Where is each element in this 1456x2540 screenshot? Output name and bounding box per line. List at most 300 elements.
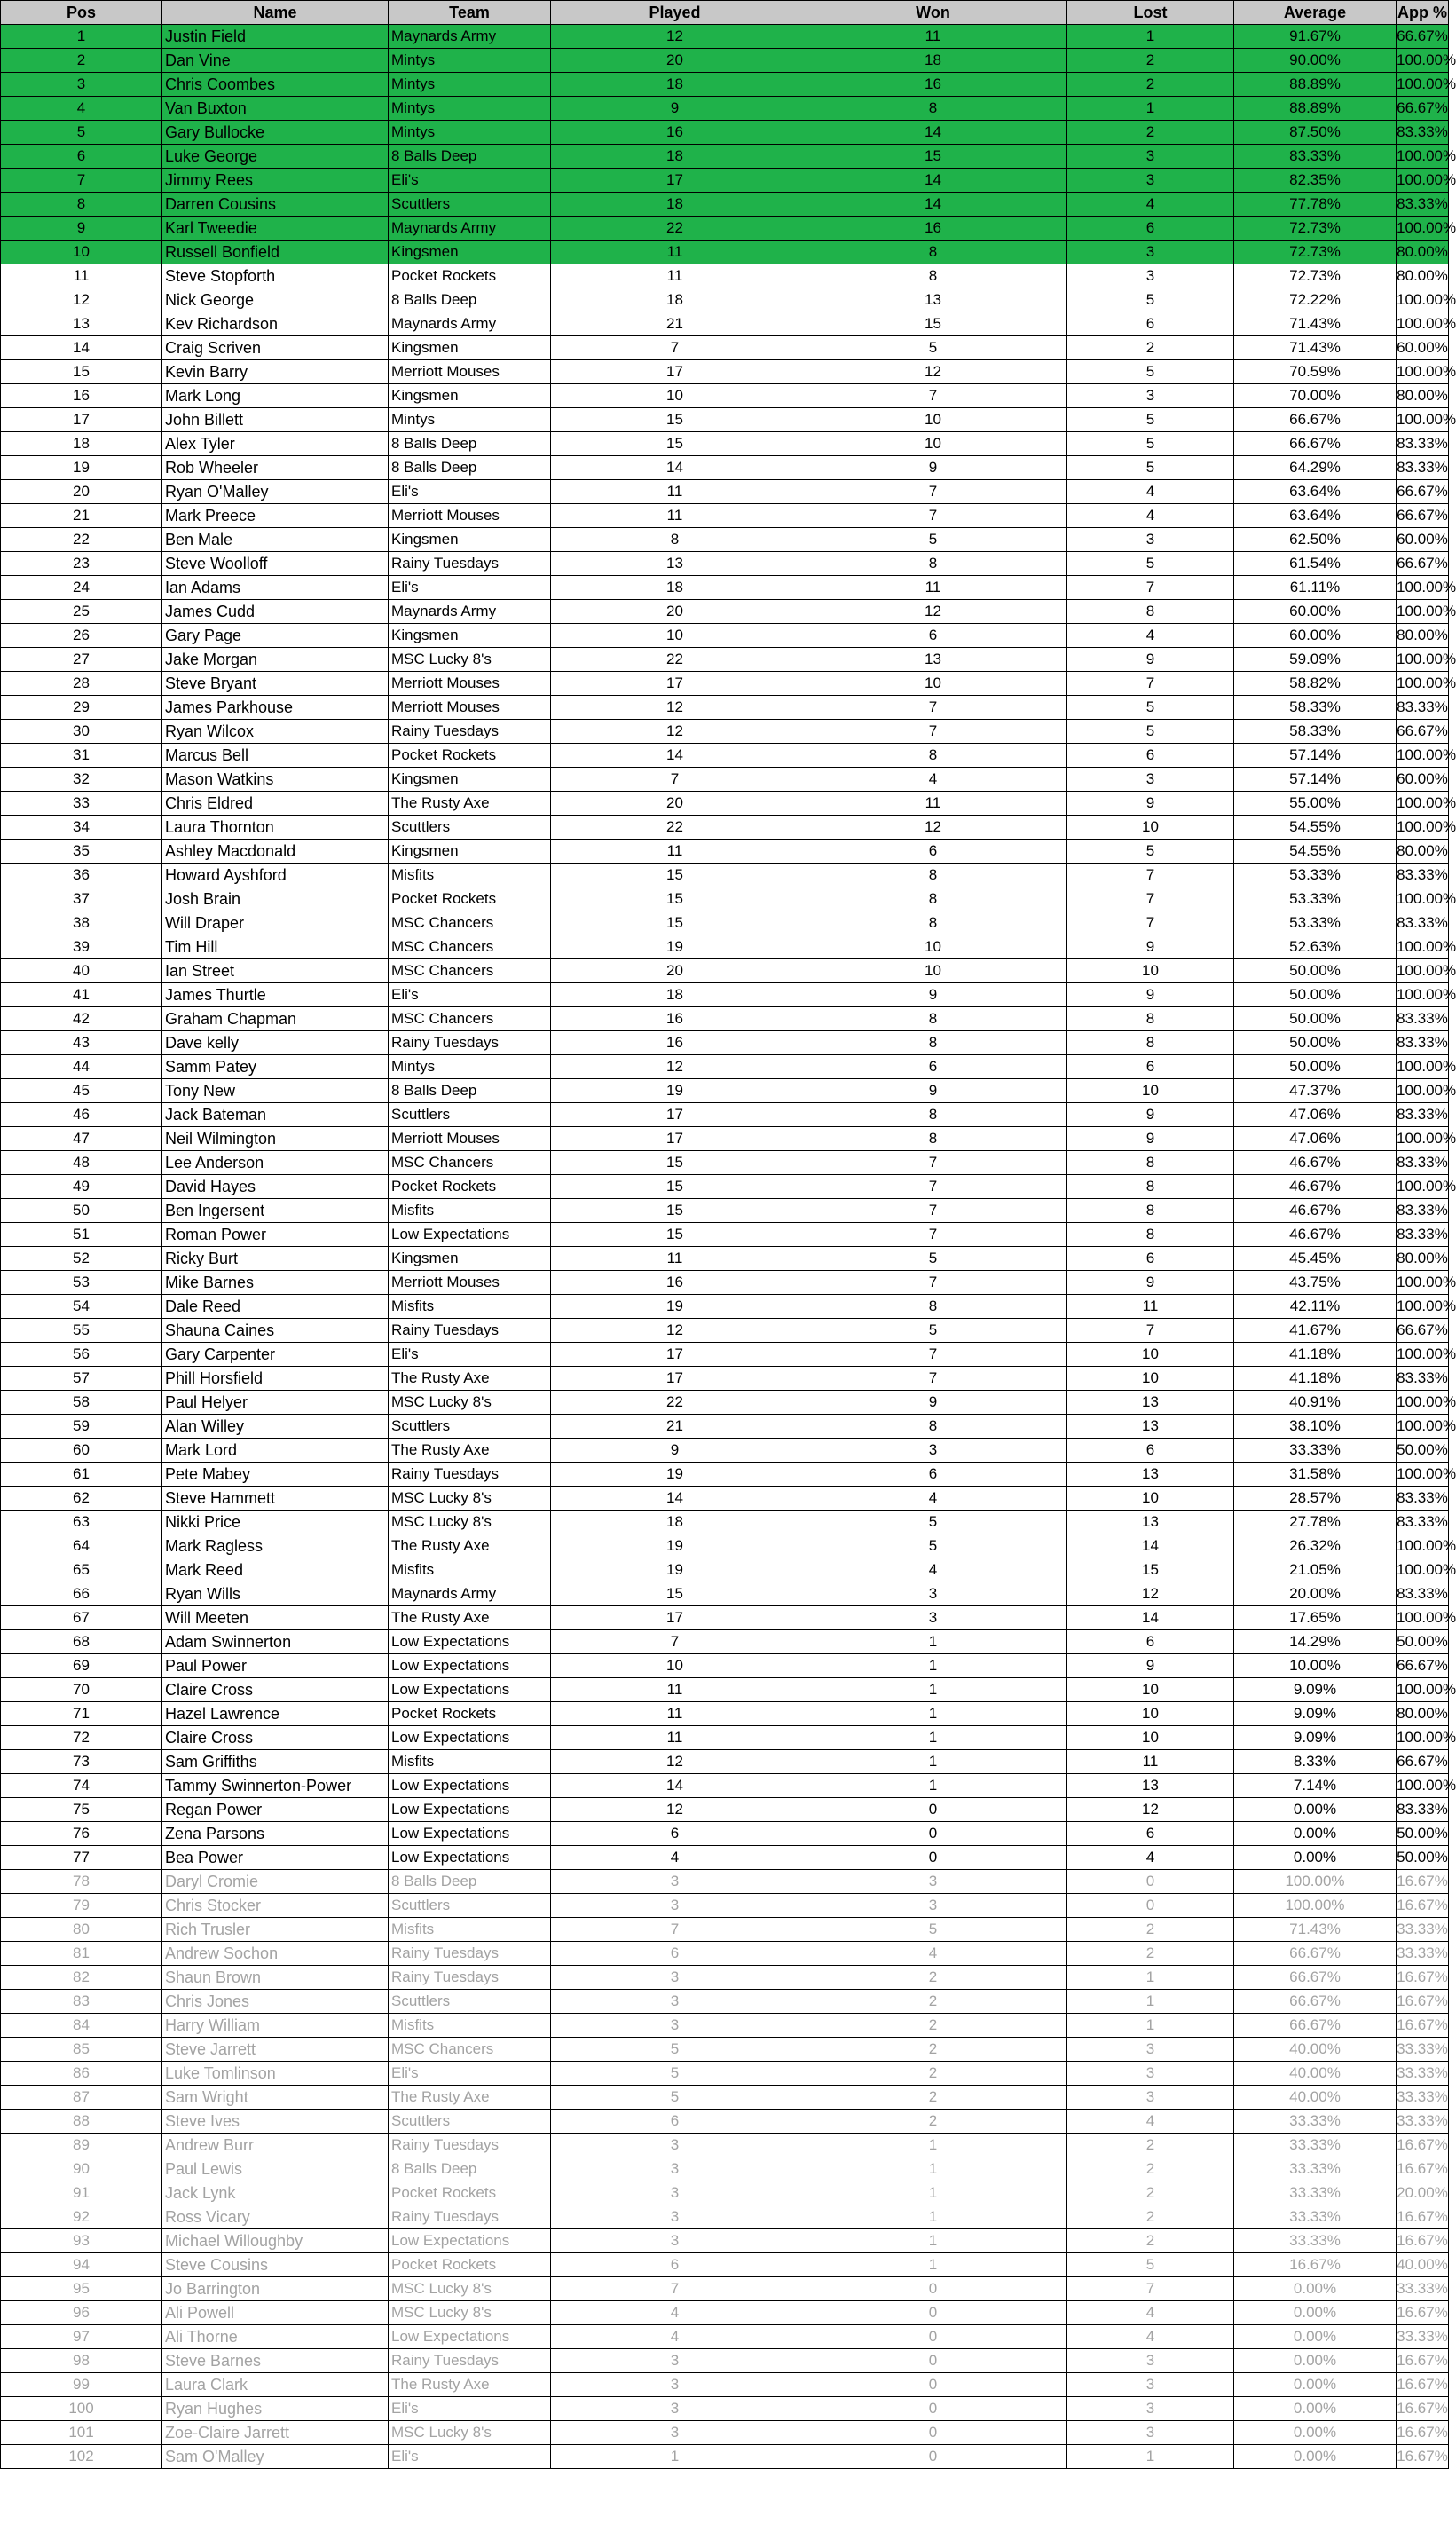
cell-won: 5 (799, 1247, 1067, 1271)
cell-played: 17 (551, 1127, 799, 1151)
cell-name: Ryan Wilcox (162, 720, 389, 744)
cell-app: 100.00% (1397, 288, 1449, 312)
cell-app: 16.67% (1397, 1990, 1449, 2014)
cell-played: 11 (551, 1247, 799, 1271)
cell-name: Justin Field (162, 25, 389, 49)
cell-average: 0.00% (1234, 1822, 1397, 1846)
cell-pos: 84 (1, 2014, 162, 2038)
cell-played: 11 (551, 840, 799, 864)
cell-lost: 7 (1067, 576, 1234, 600)
cell-name: Mason Watkins (162, 768, 389, 792)
cell-lost: 0 (1067, 1894, 1234, 1918)
cell-average: 40.00% (1234, 2086, 1397, 2110)
cell-lost: 9 (1067, 1127, 1234, 1151)
cell-lost: 3 (1067, 2373, 1234, 2397)
table-row (1, 2181, 1449, 2205)
table-row (1, 2062, 1449, 2086)
cell-app: 33.33% (1397, 2110, 1449, 2134)
cell-pos: 63 (1, 1511, 162, 1534)
cell-name: Lee Anderson (162, 1151, 389, 1175)
cell-app: 16.67% (1397, 1870, 1449, 1894)
cell-team: Rainy Tuesdays (389, 1966, 551, 1990)
table-row (1, 2253, 1449, 2277)
cell-name: Rich Trusler (162, 1918, 389, 1942)
table-row (1, 1750, 1449, 1774)
cell-pos: 2 (1, 49, 162, 73)
cell-name: Claire Cross (162, 1678, 389, 1702)
cell-team: Low Expectations (389, 1678, 551, 1702)
cell-lost: 7 (1067, 864, 1234, 887)
cell-pos: 93 (1, 2229, 162, 2253)
cell-app: 50.00% (1397, 1439, 1449, 1463)
cell-played: 15 (551, 1175, 799, 1199)
table-row (1, 768, 1449, 792)
cell-average: 71.43% (1234, 312, 1397, 336)
cell-played: 22 (551, 217, 799, 241)
cell-average: 46.67% (1234, 1223, 1397, 1247)
cell-name: Van Buxton (162, 97, 389, 121)
cell-lost: 7 (1067, 2277, 1234, 2301)
cell-lost: 1 (1067, 1966, 1234, 1990)
cell-name: Chris Jones (162, 1990, 389, 2014)
cell-team: Pocket Rockets (389, 1175, 551, 1199)
cell-app: 60.00% (1397, 528, 1449, 552)
cell-average: 46.67% (1234, 1175, 1397, 1199)
cell-name: Ali Powell (162, 2301, 389, 2325)
table-row (1, 1870, 1449, 1894)
cell-pos: 66 (1, 1582, 162, 1606)
cell-name: Alan Willey (162, 1415, 389, 1439)
cell-team: Low Expectations (389, 2325, 551, 2349)
cell-pos: 99 (1, 2373, 162, 2397)
cell-won: 12 (799, 600, 1067, 624)
cell-lost: 4 (1067, 1846, 1234, 1870)
table-row (1, 1199, 1449, 1223)
cell-lost: 1 (1067, 2014, 1234, 2038)
cell-won: 1 (799, 2205, 1067, 2229)
cell-won: 8 (799, 887, 1067, 911)
cell-team: Merriott Mouses (389, 1271, 551, 1295)
cell-team: Merriott Mouses (389, 504, 551, 528)
table-row (1, 1990, 1449, 2014)
cell-lost: 4 (1067, 2110, 1234, 2134)
cell-lost: 5 (1067, 408, 1234, 432)
cell-app: 100.00% (1397, 648, 1449, 672)
cell-played: 9 (551, 97, 799, 121)
table-row (1, 312, 1449, 336)
table-row (1, 2014, 1449, 2038)
cell-played: 12 (551, 720, 799, 744)
cell-played: 14 (551, 456, 799, 480)
cell-team: Kingsmen (389, 336, 551, 360)
cell-pos: 15 (1, 360, 162, 384)
cell-pos: 65 (1, 1558, 162, 1582)
cell-app: 83.33% (1397, 1031, 1449, 1055)
cell-won: 2 (799, 2014, 1067, 2038)
cell-app: 83.33% (1397, 1151, 1449, 1175)
cell-lost: 3 (1067, 2421, 1234, 2445)
table-row (1, 1558, 1449, 1582)
cell-lost: 5 (1067, 696, 1234, 720)
cell-name: Ryan O'Malley (162, 480, 389, 504)
cell-played: 18 (551, 983, 799, 1007)
cell-name: Neil Wilmington (162, 1127, 389, 1151)
cell-lost: 3 (1067, 2349, 1234, 2373)
cell-lost: 4 (1067, 624, 1234, 648)
cell-played: 18 (551, 1511, 799, 1534)
cell-pos: 98 (1, 2349, 162, 2373)
cell-team: Misfits (389, 1295, 551, 1319)
cell-average: 0.00% (1234, 1798, 1397, 1822)
cell-team: Pocket Rockets (389, 1702, 551, 1726)
cell-average: 27.78% (1234, 1511, 1397, 1534)
cell-lost: 13 (1067, 1774, 1234, 1798)
cell-average: 33.33% (1234, 2229, 1397, 2253)
cell-lost: 3 (1067, 264, 1234, 288)
cell-pos: 6 (1, 145, 162, 169)
cell-lost: 2 (1067, 73, 1234, 97)
cell-lost: 5 (1067, 840, 1234, 864)
cell-name: Roman Power (162, 1223, 389, 1247)
cell-app: 66.67% (1397, 480, 1449, 504)
cell-pos: 38 (1, 911, 162, 935)
cell-average: 55.00% (1234, 792, 1397, 816)
cell-played: 9 (551, 1439, 799, 1463)
table-row (1, 432, 1449, 456)
cell-lost: 7 (1067, 887, 1234, 911)
cell-lost: 10 (1067, 816, 1234, 840)
cell-lost: 1 (1067, 97, 1234, 121)
table-row (1, 696, 1449, 720)
cell-won: 6 (799, 840, 1067, 864)
cell-played: 15 (551, 1199, 799, 1223)
cell-team: The Rusty Axe (389, 2086, 551, 2110)
cell-pos: 27 (1, 648, 162, 672)
cell-team: The Rusty Axe (389, 792, 551, 816)
table-row (1, 1798, 1449, 1822)
cell-app: 83.33% (1397, 1798, 1449, 1822)
cell-average: 66.67% (1234, 1990, 1397, 2014)
cell-won: 3 (799, 1894, 1067, 1918)
cell-pos: 95 (1, 2277, 162, 2301)
cell-lost: 12 (1067, 1582, 1234, 1606)
table-row (1, 1487, 1449, 1511)
cell-played: 19 (551, 1295, 799, 1319)
table-row (1, 2229, 1449, 2253)
cell-team: Kingsmen (389, 768, 551, 792)
cell-team: Mintys (389, 408, 551, 432)
cell-app: 80.00% (1397, 264, 1449, 288)
cell-lost: 9 (1067, 1271, 1234, 1295)
cell-won: 2 (799, 2062, 1067, 2086)
cell-lost: 6 (1067, 1439, 1234, 1463)
cell-average: 54.55% (1234, 840, 1397, 864)
table-row (1, 1343, 1449, 1367)
table-row (1, 2205, 1449, 2229)
table-row (1, 1630, 1449, 1654)
cell-lost: 9 (1067, 983, 1234, 1007)
cell-average: 72.73% (1234, 217, 1397, 241)
cell-name: Chris Coombes (162, 73, 389, 97)
cell-won: 6 (799, 1055, 1067, 1079)
cell-played: 6 (551, 1942, 799, 1966)
cell-name: Ian Street (162, 959, 389, 983)
cell-name: Andrew Burr (162, 2134, 389, 2157)
cell-average: 60.00% (1234, 624, 1397, 648)
cell-played: 3 (551, 2229, 799, 2253)
cell-played: 11 (551, 264, 799, 288)
cell-average: 66.67% (1234, 432, 1397, 456)
cell-team: The Rusty Axe (389, 1606, 551, 1630)
cell-won: 1 (799, 1678, 1067, 1702)
cell-app: 80.00% (1397, 624, 1449, 648)
cell-name: Tony New (162, 1079, 389, 1103)
cell-app: 83.33% (1397, 1367, 1449, 1391)
cell-pos: 25 (1, 600, 162, 624)
cell-team: Pocket Rockets (389, 2181, 551, 2205)
table-row (1, 2277, 1449, 2301)
cell-app: 100.00% (1397, 1534, 1449, 1558)
cell-played: 18 (551, 288, 799, 312)
cell-average: 40.91% (1234, 1391, 1397, 1415)
cell-team: Mintys (389, 97, 551, 121)
cell-played: 22 (551, 1391, 799, 1415)
cell-average: 33.33% (1234, 2157, 1397, 2181)
cell-lost: 2 (1067, 2157, 1234, 2181)
cell-team: Scuttlers (389, 193, 551, 217)
cell-name: Gary Carpenter (162, 1343, 389, 1367)
cell-played: 7 (551, 1630, 799, 1654)
cell-name: Ross Vicary (162, 2205, 389, 2229)
cell-team: MSC Lucky 8's (389, 1511, 551, 1534)
cell-app: 100.00% (1397, 887, 1449, 911)
cell-lost: 5 (1067, 360, 1234, 384)
cell-team: MSC Lucky 8's (389, 1391, 551, 1415)
table-row (1, 217, 1449, 241)
cell-name: Jimmy Rees (162, 169, 389, 193)
table-row (1, 887, 1449, 911)
table-row (1, 1079, 1449, 1103)
cell-won: 1 (799, 2229, 1067, 2253)
cell-app: 33.33% (1397, 1942, 1449, 1966)
cell-won: 12 (799, 360, 1067, 384)
cell-team: Pocket Rockets (389, 887, 551, 911)
cell-played: 7 (551, 2277, 799, 2301)
cell-team: Misfits (389, 1199, 551, 1223)
cell-lost: 8 (1067, 1007, 1234, 1031)
cell-name: Mark Long (162, 384, 389, 408)
cell-played: 21 (551, 1415, 799, 1439)
cell-app: 16.67% (1397, 2229, 1449, 2253)
cell-pos: 18 (1, 432, 162, 456)
table-row (1, 1966, 1449, 1990)
header-team: Team (389, 1, 551, 25)
cell-lost: 2 (1067, 2229, 1234, 2253)
cell-lost: 2 (1067, 121, 1234, 145)
cell-lost: 1 (1067, 2445, 1234, 2469)
cell-team: Maynards Army (389, 600, 551, 624)
cell-name: Steve Ives (162, 2110, 389, 2134)
table-row (1, 1894, 1449, 1918)
cell-pos: 55 (1, 1319, 162, 1343)
cell-lost: 10 (1067, 959, 1234, 983)
cell-pos: 21 (1, 504, 162, 528)
cell-name: Craig Scriven (162, 336, 389, 360)
cell-played: 17 (551, 1367, 799, 1391)
cell-lost: 10 (1067, 1343, 1234, 1367)
cell-team: Misfits (389, 864, 551, 887)
cell-app: 60.00% (1397, 336, 1449, 360)
cell-played: 3 (551, 2157, 799, 2181)
cell-played: 22 (551, 648, 799, 672)
cell-won: 0 (799, 1798, 1067, 1822)
cell-team: The Rusty Axe (389, 1439, 551, 1463)
cell-average: 66.67% (1234, 408, 1397, 432)
cell-app: 83.33% (1397, 432, 1449, 456)
cell-team: Mintys (389, 121, 551, 145)
cell-average: 50.00% (1234, 1007, 1397, 1031)
cell-app: 100.00% (1397, 1295, 1449, 1319)
cell-won: 0 (799, 1846, 1067, 1870)
cell-lost: 3 (1067, 2086, 1234, 2110)
cell-app: 80.00% (1397, 241, 1449, 264)
cell-average: 17.65% (1234, 1606, 1397, 1630)
cell-average: 33.33% (1234, 2205, 1397, 2229)
cell-team: Eli's (389, 2062, 551, 2086)
cell-lost: 4 (1067, 504, 1234, 528)
table-row (1, 648, 1449, 672)
cell-name: Adam Swinnerton (162, 1630, 389, 1654)
cell-won: 0 (799, 2373, 1067, 2397)
cell-pos: 22 (1, 528, 162, 552)
cell-pos: 46 (1, 1103, 162, 1127)
cell-name: Claire Cross (162, 1726, 389, 1750)
cell-app: 16.67% (1397, 1966, 1449, 1990)
cell-won: 14 (799, 193, 1067, 217)
cell-team: MSC Chancers (389, 959, 551, 983)
cell-won: 7 (799, 1199, 1067, 1223)
cell-name: Ben Ingersent (162, 1199, 389, 1223)
cell-team: Maynards Army (389, 25, 551, 49)
cell-won: 4 (799, 1487, 1067, 1511)
cell-team: Eli's (389, 480, 551, 504)
cell-lost: 10 (1067, 1702, 1234, 1726)
cell-name: Ryan Wills (162, 1582, 389, 1606)
cell-won: 8 (799, 264, 1067, 288)
cell-app: 80.00% (1397, 1247, 1449, 1271)
cell-team: 8 Balls Deep (389, 1079, 551, 1103)
cell-played: 11 (551, 241, 799, 264)
cell-lost: 2 (1067, 49, 1234, 73)
cell-average: 82.35% (1234, 169, 1397, 193)
cell-pos: 81 (1, 1942, 162, 1966)
cell-app: 80.00% (1397, 1702, 1449, 1726)
cell-average: 71.43% (1234, 1918, 1397, 1942)
cell-name: Zoe-Claire Jarrett (162, 2421, 389, 2445)
cell-won: 5 (799, 1319, 1067, 1343)
cell-average: 38.10% (1234, 1415, 1397, 1439)
cell-lost: 3 (1067, 2038, 1234, 2062)
table-row (1, 73, 1449, 97)
cell-lost: 9 (1067, 1654, 1234, 1678)
cell-lost: 13 (1067, 1511, 1234, 1534)
cell-average: 20.00% (1234, 1582, 1397, 1606)
cell-won: 6 (799, 624, 1067, 648)
cell-average: 10.00% (1234, 1654, 1397, 1678)
cell-won: 7 (799, 696, 1067, 720)
cell-pos: 44 (1, 1055, 162, 1079)
cell-average: 0.00% (1234, 2325, 1397, 2349)
cell-average: 40.00% (1234, 2038, 1397, 2062)
table-row (1, 1463, 1449, 1487)
cell-won: 5 (799, 1534, 1067, 1558)
cell-won: 0 (799, 2445, 1067, 2469)
cell-team: Misfits (389, 2014, 551, 2038)
cell-team: Rainy Tuesdays (389, 552, 551, 576)
cell-lost: 4 (1067, 480, 1234, 504)
cell-pos: 61 (1, 1463, 162, 1487)
cell-name: Howard Ayshford (162, 864, 389, 887)
cell-name: Chris Eldred (162, 792, 389, 816)
cell-team: Merriott Mouses (389, 360, 551, 384)
cell-average: 33.33% (1234, 2134, 1397, 2157)
cell-won: 1 (799, 1750, 1067, 1774)
cell-lost: 2 (1067, 1918, 1234, 1942)
cell-team: Rainy Tuesdays (389, 1463, 551, 1487)
cell-average: 77.78% (1234, 193, 1397, 217)
cell-team: Scuttlers (389, 2110, 551, 2134)
cell-played: 17 (551, 1103, 799, 1127)
cell-name: Graham Chapman (162, 1007, 389, 1031)
cell-lost: 3 (1067, 384, 1234, 408)
cell-lost: 2 (1067, 336, 1234, 360)
cell-won: 0 (799, 2421, 1067, 2445)
header-name: Name (162, 1, 389, 25)
cell-app: 100.00% (1397, 1391, 1449, 1415)
cell-name: Luke Tomlinson (162, 2062, 389, 2086)
cell-app: 66.67% (1397, 97, 1449, 121)
cell-lost: 9 (1067, 935, 1234, 959)
table-row (1, 1511, 1449, 1534)
cell-won: 10 (799, 432, 1067, 456)
cell-average: 57.14% (1234, 744, 1397, 768)
cell-pos: 94 (1, 2253, 162, 2277)
cell-app: 100.00% (1397, 672, 1449, 696)
cell-name: Will Draper (162, 911, 389, 935)
cell-played: 13 (551, 552, 799, 576)
table-row (1, 672, 1449, 696)
cell-name: Chris Stocker (162, 1894, 389, 1918)
cell-won: 3 (799, 1582, 1067, 1606)
table-row (1, 959, 1449, 983)
table-row (1, 2301, 1449, 2325)
cell-team: Scuttlers (389, 816, 551, 840)
table-row (1, 2445, 1449, 2469)
header-app: App % (1397, 1, 1449, 25)
cell-app: 100.00% (1397, 1055, 1449, 1079)
cell-pos: 39 (1, 935, 162, 959)
cell-name: Will Meeten (162, 1606, 389, 1630)
cell-average: 42.11% (1234, 1295, 1397, 1319)
cell-team: Eli's (389, 983, 551, 1007)
cell-app: 100.00% (1397, 312, 1449, 336)
table-row (1, 840, 1449, 864)
cell-lost: 1 (1067, 25, 1234, 49)
cell-won: 9 (799, 1391, 1067, 1415)
cell-app: 100.00% (1397, 1678, 1449, 1702)
cell-average: 70.59% (1234, 360, 1397, 384)
table-row (1, 25, 1449, 49)
